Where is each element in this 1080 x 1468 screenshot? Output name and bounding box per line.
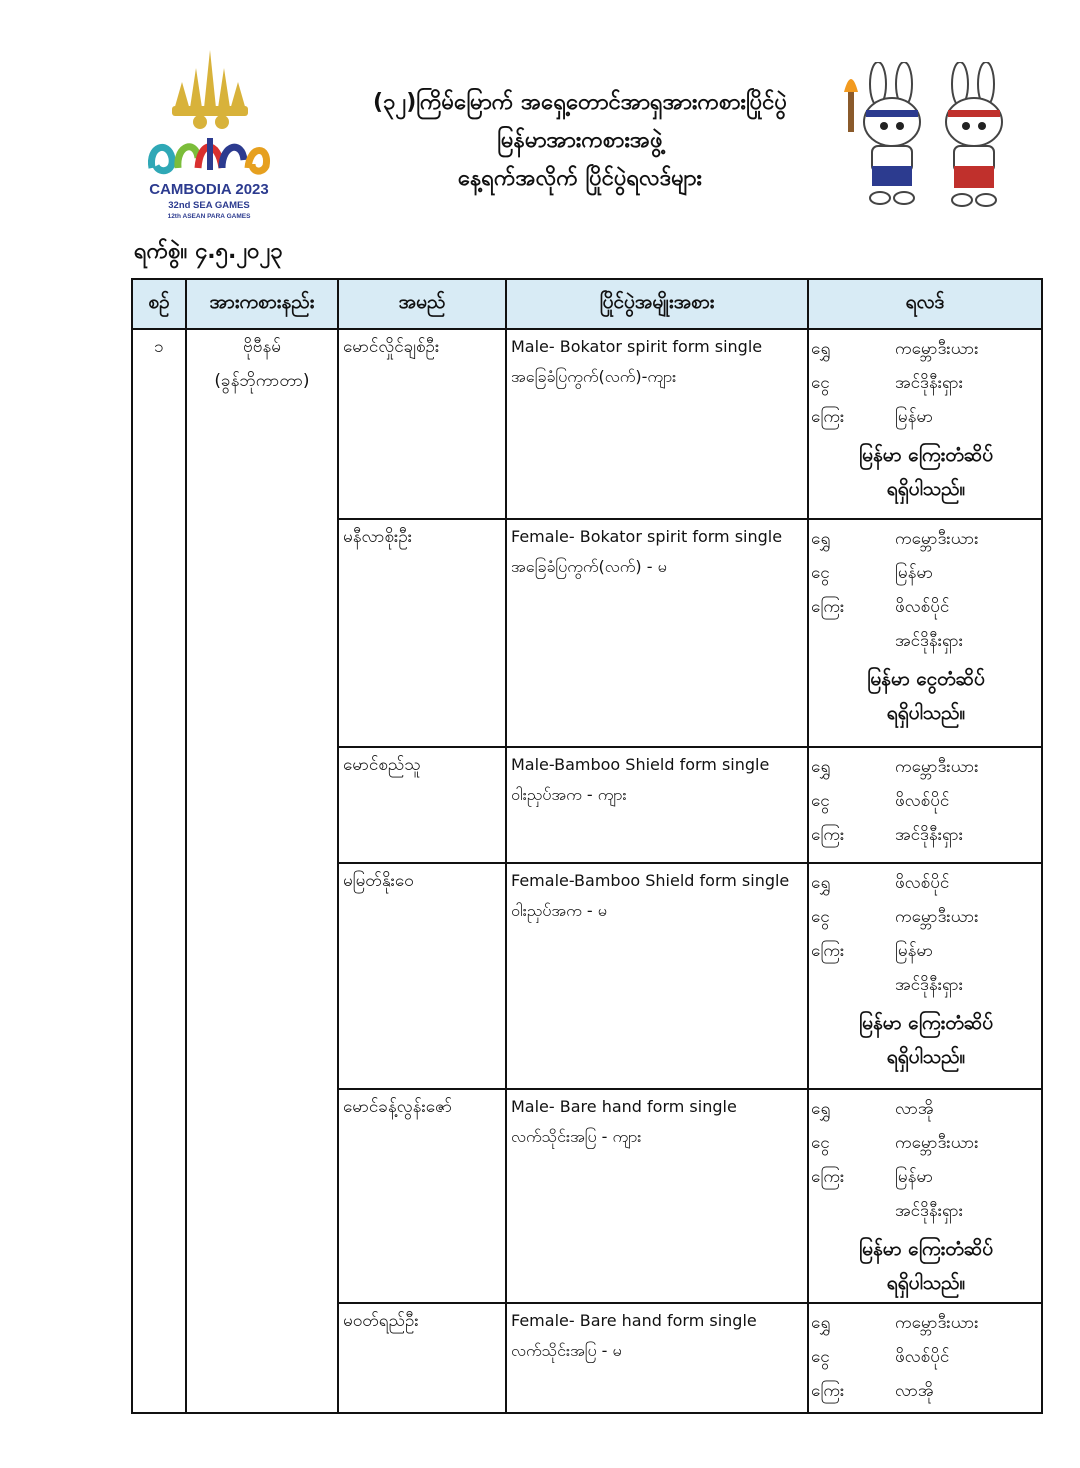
event-myanmar: လက်သိုင်းအပြ - မ [511,1341,622,1360]
cell-athlete [338,747,506,863]
medal-line [811,1092,1041,1126]
medal-line [811,818,1041,852]
medal-country: မြန်မာ [895,941,934,961]
logo-line3: 12th ASEAN PARA GAMES [167,213,251,220]
medal-line [811,400,1041,434]
event-english: Female- Bare hand form single [511,1311,757,1330]
event-english: Male- Bokator spirit form single [511,337,763,356]
medal-line [811,332,1041,366]
medal-country: ဖိလစ်ပိုင် [895,873,950,893]
medal-label: ငွေ [811,791,830,811]
cell-athlete [338,863,506,1089]
medal-note-line: မြန်မာ ကြေးတံဆိပ် [858,1238,994,1260]
medal-label: ငွေ [811,373,830,393]
cell-athlete [338,329,506,519]
cell-result [808,1089,1042,1303]
medal-line [811,1126,1041,1160]
medal-note-line: မြန်မာ ငွေတံဆိပ် [867,668,985,690]
table-row [132,329,1042,519]
medal-country: လာအို [895,1099,934,1119]
medal-label: ကြေး [811,597,845,617]
medal-country-extra: အင်ဒိုနီးရှား [895,631,964,651]
medal-label: ရွှေ [811,339,831,359]
medal-note-line: ရရှိပါသည်။ [886,478,966,500]
medal-country: ကမ္ဘောဒီးယား [895,757,979,777]
cell-athlete [338,1303,506,1413]
athlete-name: မမြတ်နိုးဝေ [343,871,414,891]
logo-line2: 32nd SEA GAMES [168,200,250,211]
medal-line [811,366,1041,400]
event-myanmar: လက်သိုင်းအပြ - ကျား [511,1127,642,1146]
medal-country: ကမ္ဘောဒီးယား [895,339,979,359]
medal-line [811,556,1041,590]
cell-event [506,747,808,863]
cell-result [808,863,1042,1089]
report-date: ရက်စွဲ။ ၄.၅.၂၀၂၃ [134,239,283,264]
header-no: စဉ် [132,279,186,329]
medal-line [811,1340,1041,1374]
medal-label: ကြေး [811,941,845,961]
title-line-1: (၃၂)ကြိမ်မြောက် အရှေ့တောင်အာရှအားကစားပြိုင်ပွဲ [373,90,787,115]
header-event: ပြိုင်ပွဲအမျိုးအစား [506,279,808,329]
medal-note-line: မြန်မာ ကြေးတံဆိပ် [858,1012,994,1034]
medal-line [811,1374,1041,1408]
results-table [131,278,1043,1414]
event-myanmar: ဝါးညှပ်အက - မ [511,901,607,920]
medal-label: ကြေး [811,825,845,845]
athlete-name: မောင်လှိုင်ချစ်ဦး [343,337,440,357]
medal-country: ဖိလစ်ပိုင် [895,597,950,617]
cell-event [506,1303,808,1413]
medal-note [811,1006,1041,1074]
medal-country: ကမ္ဘောဒီးယား [895,1133,979,1153]
medal-note-line: မြန်မာ ကြေးတံဆိပ် [858,444,994,466]
medal-line [811,934,1041,968]
cell-athlete [338,1089,506,1303]
medal-country: ကမ္ဘောဒီးယား [895,529,979,549]
medal-country: မြန်မာ [895,1167,934,1187]
medal-note-line: ရရှိပါသည်။ [886,1272,966,1294]
medal-label: ငွေ [811,563,830,583]
table-header-row [132,279,1042,329]
event-english: Male- Bare hand form single [511,1097,737,1116]
sport-subname: (ခွန်ဘိုကာတာ) [214,371,310,391]
row-number: ၁ [154,337,164,357]
medal-country: မြန်မာ [895,407,934,427]
medal-country: ဖိလစ်ပိုင် [895,1347,950,1367]
medal-label: ရွှေ [811,1313,831,1333]
title-line-3: နေ့ရက်အလိုက် ပြိုင်ပွဲရလဒ်များ [458,166,702,191]
event-english: Male-Bamboo Shield form single [511,755,770,774]
cell-event [506,329,808,519]
cell-result [808,1303,1042,1413]
medal-line [811,590,1041,624]
medal-note-line: ရရှိပါသည်။ [886,1046,966,1068]
event-myanmar: ဝါးညှပ်အက - ကျား [511,785,627,804]
medal-line [811,784,1041,818]
medal-label: ငွေ [811,907,830,927]
medal-label: ကြေး [811,1167,845,1187]
medal-country: ဖိလစ်ပိုင် [895,791,950,811]
document-title [300,84,860,198]
cell-result [808,747,1042,863]
event-english: Female-Bamboo Shield form single [511,871,790,890]
medal-label: ငွေ [811,1347,830,1367]
athlete-name: မောင်ခန့်လွန်းဇော် [343,1097,453,1117]
medal-country: အင်ဒိုနီးရှား [895,373,964,393]
cell-no [132,329,186,1413]
medal-label: ရွှေ [811,757,831,777]
cell-event [506,863,808,1089]
medal-note [811,438,1041,506]
medal-country: လာအို [895,1381,934,1401]
medal-country: ကမ္ဘောဒီးယား [895,1313,979,1333]
rabbit-mascots-icon [838,62,1018,212]
cell-sport [186,329,338,1413]
medal-country-extra: အင်ဒိုနီးရှား [895,1201,964,1221]
athlete-name: မောင်စည်သူ [343,755,421,775]
medal-label: ကြေး [811,1381,845,1401]
header-name: အမည် [338,279,506,329]
event-myanmar: အခြေခံပြကွက်(လက်) - မ [511,557,667,576]
cell-athlete [338,519,506,747]
medal-note [811,1232,1041,1300]
sea-games-logo [138,48,280,228]
medal-label: ငွေ [811,1133,830,1153]
title-line-2: မြန်မာအားကစားအဖွဲ့ [497,128,663,153]
medal-label: ရွှေ [811,529,831,549]
event-english: Female- Bokator spirit form single [511,527,783,546]
header-sport: အားကစားနည်း [186,279,338,329]
medal-country: ကမ္ဘောဒီးယား [895,907,979,927]
event-myanmar: အခြေခံပြကွက်(လက်)-ကျား [511,367,677,386]
sport-name: ဗိုဗီနမ် [243,337,281,357]
medal-label: ရွှေ [811,1099,831,1119]
cell-event [506,519,808,747]
medal-label: ရွှေ [811,873,831,893]
medal-country-extra: အင်ဒိုနီးရှား [895,975,964,995]
medal-label: ကြေး [811,407,845,427]
athlete-name: မဝတ်ရည်ဦး [343,1311,419,1331]
medal-line [811,750,1041,784]
medal-line [811,900,1041,934]
medal-line [811,866,1041,900]
athlete-name: မနီလာစိုးဦး [343,527,413,547]
medal-line [811,1160,1041,1194]
medal-line [811,1306,1041,1340]
medal-country: အင်ဒိုနီးရှား [895,825,964,845]
header-result: ရလဒ် [808,279,1042,329]
medal-line [811,522,1041,556]
cell-result [808,519,1042,747]
cell-result [808,329,1042,519]
medal-note [811,662,1041,730]
medal-note-line: ရရှိပါသည်။ [886,702,966,724]
logo-name: CAMBODIA 2023 [149,181,269,198]
medal-country: မြန်မာ [895,563,934,583]
cell-event [506,1089,808,1303]
